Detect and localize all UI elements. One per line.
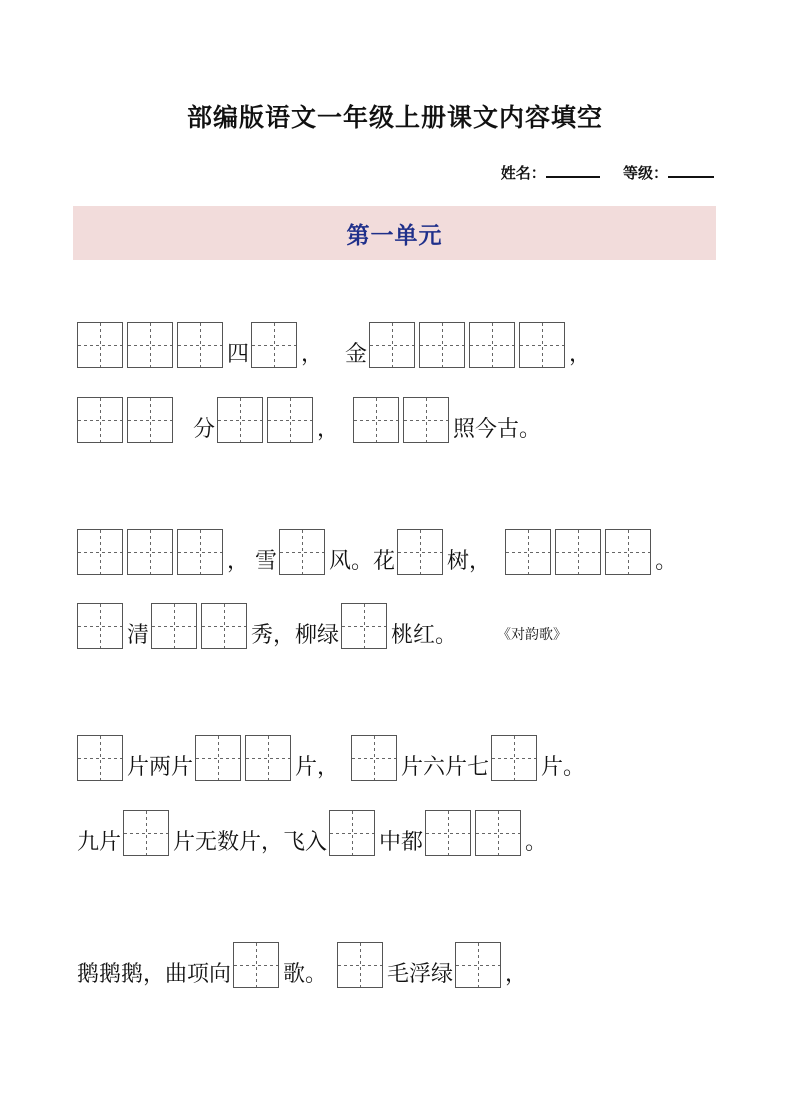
line-text: 中都 [379,830,424,855]
char-box[interactable] [127,397,173,443]
line-text: 片无数片，飞入 [173,830,328,855]
unit-title: 第一单元 [346,221,443,249]
char-box[interactable] [177,322,223,368]
line-text: 秀，柳绿 [251,623,340,648]
line-text: 风。花 [329,549,396,574]
line-text: 鹅鹅鹅，曲项向 [77,962,232,987]
char-box[interactable] [245,735,291,781]
char-box[interactable] [177,529,223,575]
char-box[interactable] [77,603,123,649]
fill-line-7 [77,940,529,988]
line-text: 金 [345,342,368,367]
name-blank[interactable] [546,162,600,178]
char-box[interactable] [337,942,383,988]
line-text: ， [505,962,528,987]
char-box[interactable] [455,942,501,988]
char-box[interactable] [217,397,263,443]
char-box[interactable] [127,529,173,575]
fill-line-6 [77,808,549,856]
line-text: 毛浮绿 [387,962,454,987]
char-box[interactable] [77,735,123,781]
char-box[interactable] [329,810,375,856]
char-box[interactable] [469,322,515,368]
grade-label: 等级： [622,164,668,182]
char-box[interactable] [555,529,601,575]
char-box[interactable] [353,397,399,443]
line-text: ， [569,342,592,367]
grade-blank[interactable] [668,162,714,178]
char-box[interactable] [251,322,297,368]
line-text: 九片 [77,830,122,855]
fill-line-5 [77,733,587,781]
line-text: 桃红。 [391,623,458,648]
char-box[interactable] [605,529,651,575]
fill-line-3 [77,527,679,575]
char-box[interactable] [341,603,387,649]
char-box[interactable] [519,322,565,368]
char-box[interactable] [397,529,443,575]
line-text: 歌。 [283,962,328,987]
char-box[interactable] [403,397,449,443]
char-box[interactable] [127,322,173,368]
line-text: 清 [127,623,150,648]
line-text: 照今古。 [453,417,542,442]
char-box[interactable] [369,322,415,368]
char-box[interactable] [233,942,279,988]
line-text: 树， [447,549,492,574]
fill-line-4 [77,601,567,649]
page-title: 部编版语文一年级上册课文内容填空 [186,103,603,132]
line-text: 。 [655,549,678,574]
line-text: 。 [525,830,548,855]
line-text: 雪 [255,549,278,574]
char-box[interactable] [279,529,325,575]
fill-line-2 [77,395,543,443]
char-box[interactable] [201,603,247,649]
char-box[interactable] [267,397,313,443]
line-text: 分 [193,417,216,442]
line-text: 四 [227,342,250,367]
char-box[interactable] [505,529,551,575]
char-box[interactable] [195,735,241,781]
line-text: 片两片 [127,755,194,780]
student-info [501,162,714,183]
char-box[interactable] [419,322,465,368]
line-text: ， [227,549,250,574]
unit-banner [73,206,716,260]
char-box[interactable] [425,810,471,856]
name-label: 姓名： [500,164,546,182]
line-text: ， [301,342,324,367]
char-box[interactable] [491,735,537,781]
line-text: 片。 [541,755,586,780]
char-box[interactable] [351,735,397,781]
fill-line-1 [77,320,593,368]
char-box[interactable] [123,810,169,856]
line-text: 片， [295,755,340,780]
char-box[interactable] [151,603,197,649]
char-box[interactable] [77,322,123,368]
line-text: ， [317,417,340,442]
char-box[interactable] [475,810,521,856]
line-text: 片六片七 [401,755,490,780]
char-box[interactable] [77,529,123,575]
char-box[interactable] [77,397,123,443]
poem-source: 《对韵歌》 [497,627,568,643]
